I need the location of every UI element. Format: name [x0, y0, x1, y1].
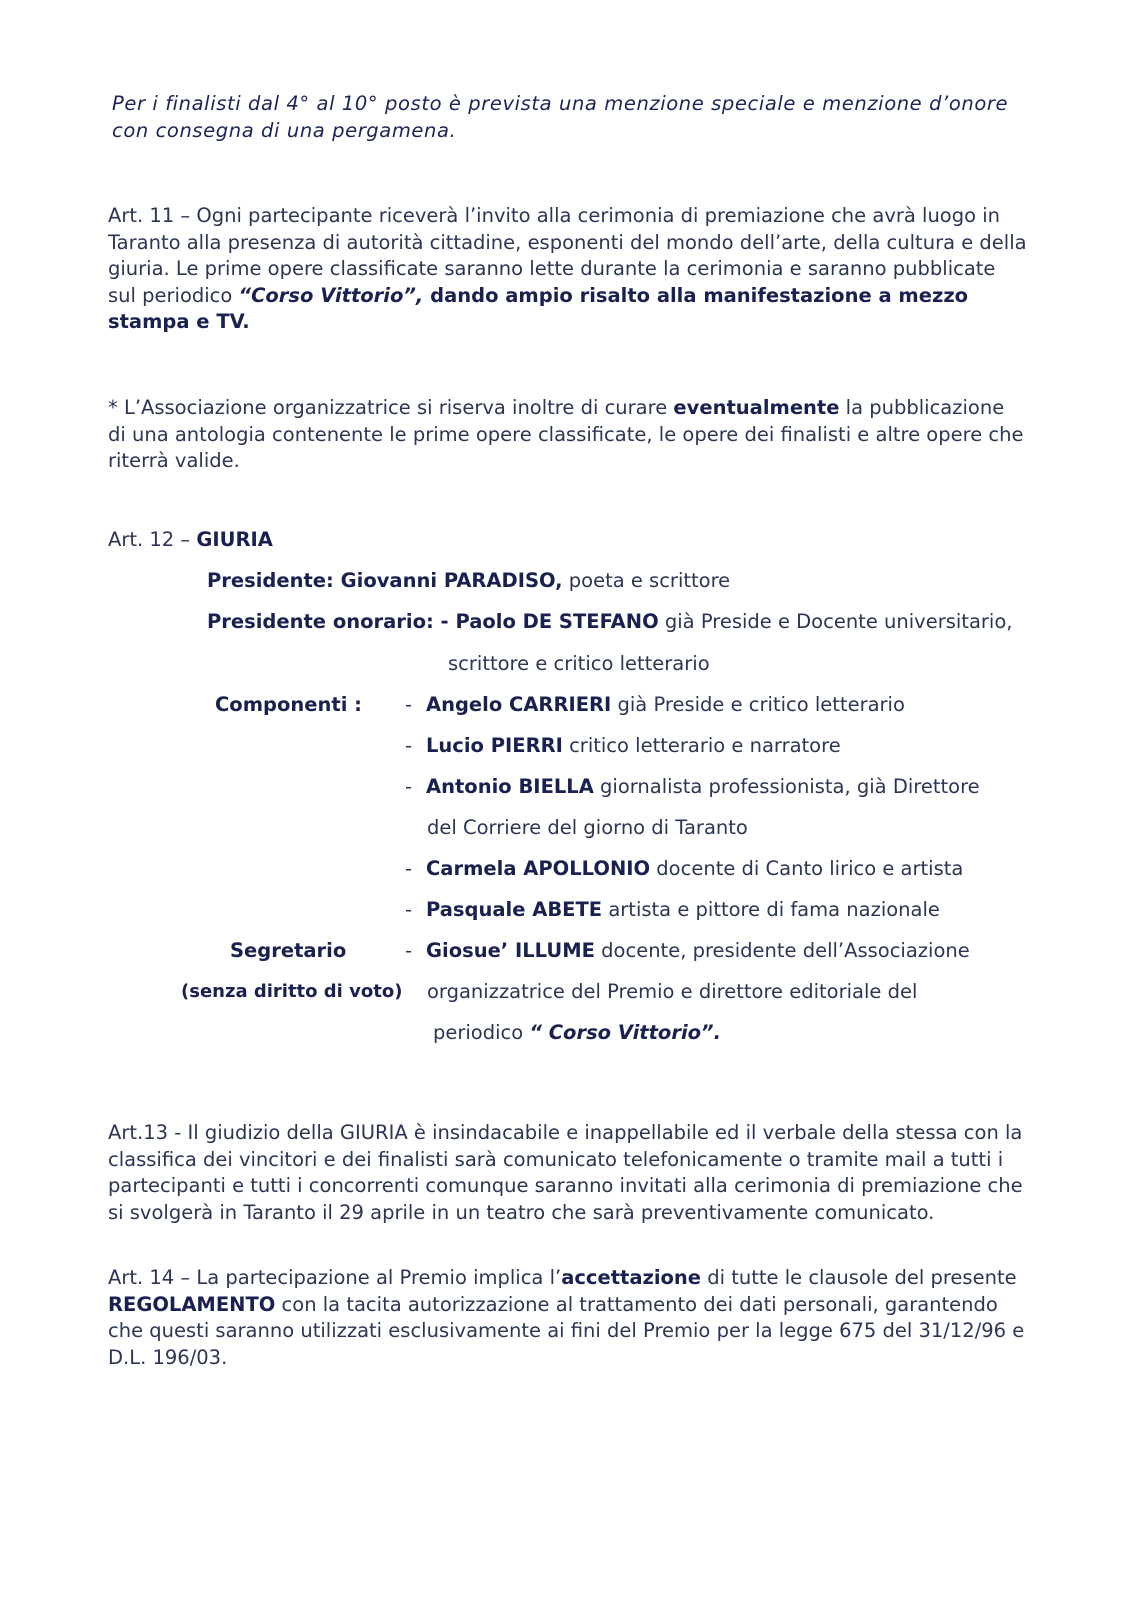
- acceptance-bold: accettazione: [561, 1266, 702, 1289]
- article-12-heading: [108, 527, 1028, 554]
- secretary-name: Giosue’ ILLUME: [426, 939, 595, 962]
- member-name: Antonio BIELLA: [426, 775, 594, 798]
- article-14-text-mid: di tutte le clausole del presente: [701, 1266, 1017, 1289]
- article-11-paragraph: [108, 203, 1028, 336]
- jury-member: [426, 897, 940, 923]
- jury-secretary-cont: [427, 979, 917, 1005]
- jury-title: GIURIA: [196, 528, 273, 551]
- member-dash: -: [405, 939, 413, 962]
- member-name: Lucio PIERRI: [426, 734, 563, 757]
- member-dash: -: [405, 857, 413, 880]
- article-14-text: Art. 14 – La partecipazione al Premio implica l’: [108, 1266, 562, 1289]
- article-11-bold-text: dando ampio risalto alla manifestazione a mezzo stampa e TV.: [108, 283, 969, 333]
- jury-secretary-label: [230, 938, 346, 964]
- member-desc: critico letterario e narratore: [562, 734, 841, 757]
- jury-secretary: [426, 938, 970, 964]
- jury-secretary-note: [181, 979, 402, 1005]
- periodical-title: “Corso Vittorio”,: [238, 283, 424, 307]
- article-12-label: Art. 12 –: [108, 528, 197, 551]
- jury-member: [426, 774, 980, 800]
- jury-member-cont: [427, 815, 748, 841]
- member-dash: -: [405, 898, 413, 921]
- president-name: Presidente: Giovanni PARADISO,: [207, 569, 563, 592]
- jury-members-label: [215, 692, 362, 718]
- finalists-mention-paragraph: [112, 91, 1032, 144]
- jury-member: [426, 692, 905, 718]
- member-desc: già Preside e critico letterario: [611, 693, 905, 716]
- member-desc: giornalista professionista, già Direttore: [593, 775, 980, 798]
- member-name: Carmela APOLLONIO: [426, 857, 651, 880]
- member-dash: -: [405, 693, 413, 716]
- member-desc: del Corriere del giorno di Taranto: [427, 816, 748, 839]
- president-desc: poeta e scrittore: [562, 569, 731, 592]
- member-dash: -: [405, 734, 413, 757]
- anthology-note-paragraph: [108, 395, 1028, 475]
- anthology-note-bold: eventualmente: [673, 396, 840, 419]
- article-11-text: Art. 11 – Ogni partecipante riceverà l’invito alla cerimonia di premiazione che avrà luogo in Taranto alla presenza di autorità cittadine, esponenti del mondo dell’arte, della cultura e della giuria. Le prime opere classificate saranno lette durante la cerimonia e saranno pubblicate sul periodico: [108, 204, 1027, 307]
- secretary-desc: docente, presidente dell’Associazione: [594, 939, 970, 962]
- honorary-president-desc-2: scrittore e critico letterario: [448, 652, 710, 675]
- secretary-desc-2: organizzatrice del Premio e direttore editoriale del: [427, 980, 918, 1003]
- member-name: Angelo CARRIERI: [426, 693, 612, 716]
- jury-secretary-cont-2: [433, 1020, 721, 1046]
- article-14-text-end: con la tacita autorizzazione al trattamento dei dati personali, garantendo che questi saranno utilizzati esclusivamente ai fini del Premio per la legge 675 del 31/12/96 e D.L. 196/03.: [108, 1292, 1025, 1369]
- regulation-bold: REGOLAMENTO: [108, 1292, 276, 1316]
- members-label: Componenti :: [215, 693, 362, 716]
- member-desc: artista e pittore di fama nazionale: [602, 898, 940, 921]
- member-desc: docente di Canto lirico e artista: [650, 857, 964, 880]
- finalists-mention-text: Per i finalisti dal 4° al 10° posto è prevista una menzione speciale e menzione d’onore con consegna di una pergamena.: [112, 92, 1009, 142]
- secretary-note: (senza diritto di voto): [181, 981, 403, 1002]
- anthology-note-text: * L’Associazione organizzatrice si riserva inoltre di curare: [108, 396, 674, 419]
- anthology-note-text-end: la pubblicazione di una antologia contenente le prime opere classificate, le opere dei finalisti e altre opere che riterrà valide.: [108, 396, 1024, 472]
- article-13-paragraph: [108, 1120, 1028, 1226]
- jury-member: [426, 856, 963, 882]
- jury-member: [426, 733, 841, 759]
- article-13-text: Art.13 - Il giudizio della GIURIA è insindacabile e inappellabile ed il verbale della stessa con la classifica dei vincitori e dei finalisti sarà comunicato telefonicamente o tramite mail a tutti i partecipanti e tutti i concorrenti comunque saranno invitati alla cerimonia di premiazione che si svolgerà in Taranto il 29 aprile in un teatro che sarà preventivamente comunicato.: [108, 1121, 1023, 1224]
- secretary-periodical: “ Corso Vittorio”.: [529, 1021, 721, 1044]
- member-dash: -: [405, 775, 413, 798]
- secretary-desc-3: periodico: [433, 1021, 530, 1044]
- jury-honorary-president: [207, 609, 1012, 635]
- jury-president: [207, 568, 730, 594]
- member-name: Pasquale ABETE: [426, 898, 603, 921]
- secretary-label: Segretario: [230, 939, 347, 962]
- article-14-paragraph: [108, 1265, 1028, 1371]
- honorary-president-desc: già Preside e Docente universitario,: [658, 610, 1013, 633]
- jury-honorary-president-cont: [448, 651, 710, 677]
- honorary-president-name: Presidente onorario: - Paolo DE STEFANO: [207, 610, 659, 633]
